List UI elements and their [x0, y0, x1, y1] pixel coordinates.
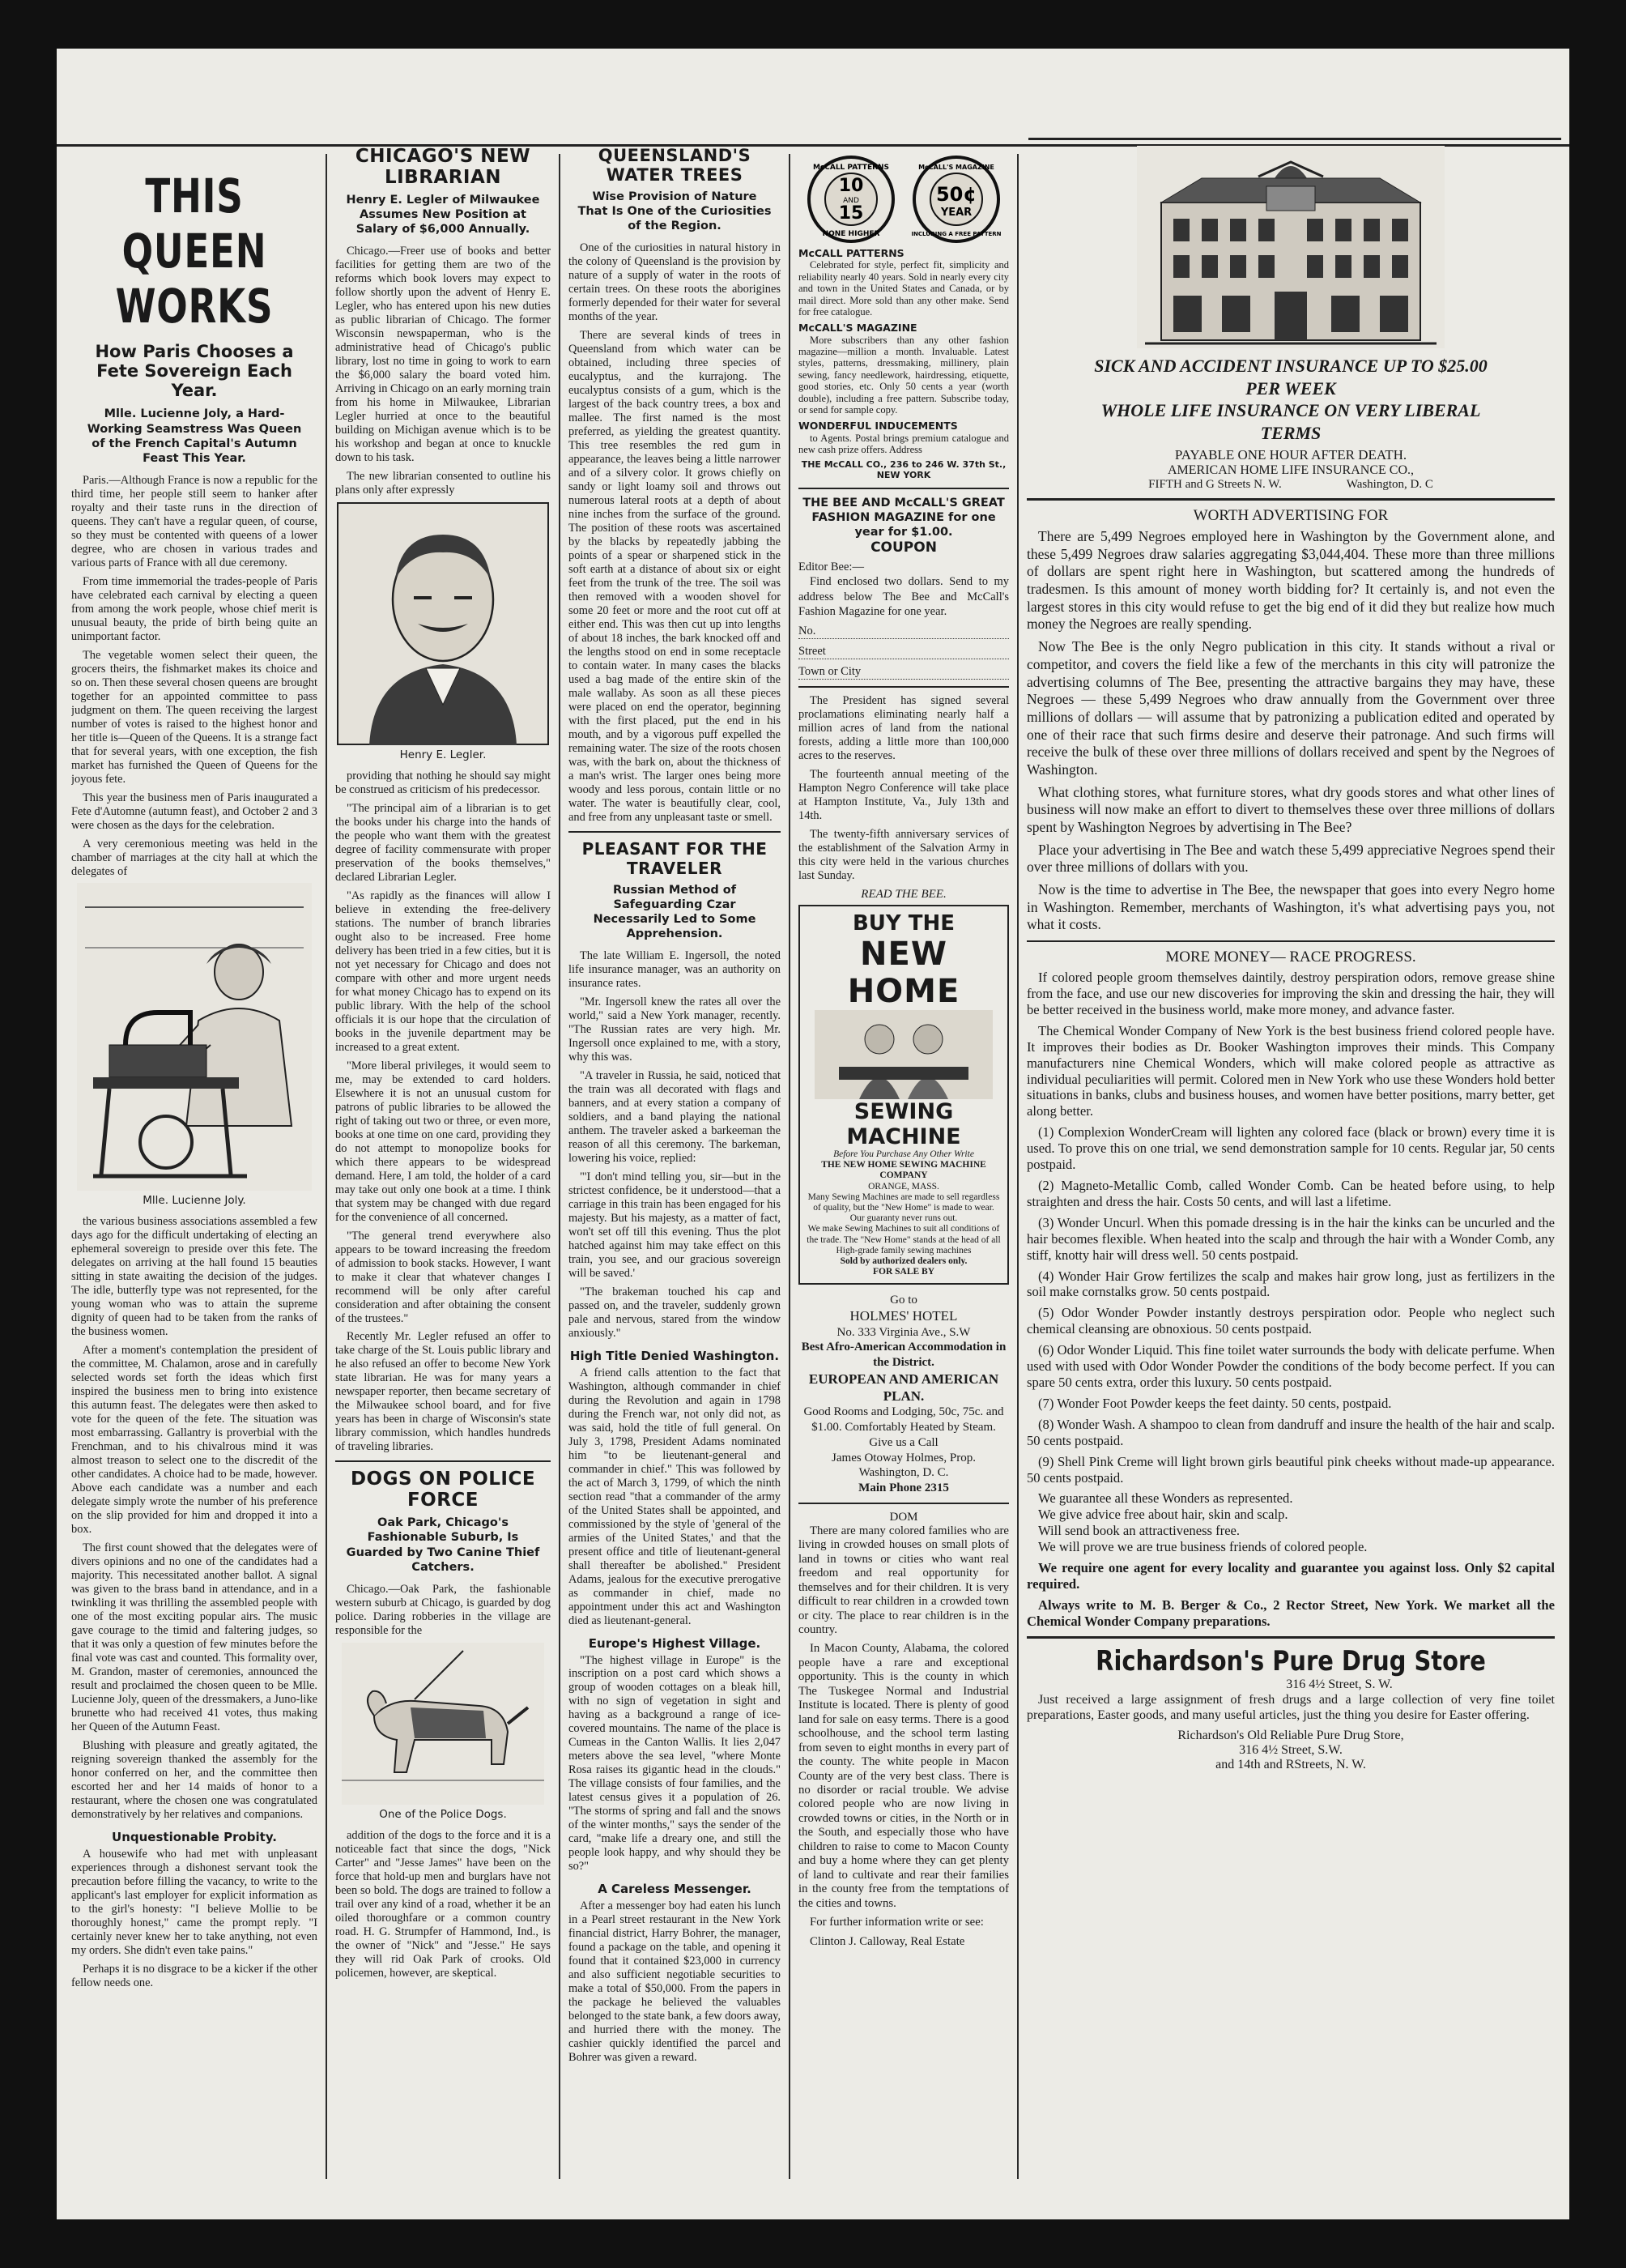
librarian-dek: Henry E. Legler of Milwaukee Assumes New Position at Salary of $6,000 Annually.: [346, 194, 540, 237]
paragraph: (8) Wonder Wash. A shampoo to clean from dandruff and insure the health of the hair and scalp. 50 cents postpaid.: [1027, 1416, 1555, 1448]
drug-store-line: Richardson's Old Reliable Pure Drug Store,: [1177, 1729, 1404, 1743]
insurance-line: WHOLE LIFE INSURANCE ON VERY LIBERAL TERMS: [1100, 400, 1481, 443]
paragraph: "More liberal privileges, it would seem to me, may be extended to card holders. Elsewhere it is not an unusual custom for patrons of public libraries to be allowed the right of taking out two or three, or even more, books at one time on one card, providing they do not attempt to monopolize books for which there appears to be widespread demand. Here, I am told, the holder of a card may take out only one book at a time. I think that system may be changed with due regard for the convenience of all concerned.: [335, 1059, 551, 1224]
mccall-badges: [798, 154, 1009, 245]
paragraph: Find enclosed two dollars. Send to my address below The Bee and McCall's Fashion Magazine for one year.: [798, 575, 1009, 618]
hotel-name: HOLMES' HOTEL: [849, 1308, 958, 1324]
mccall-address: THE McCALL CO., 236 to 246 W. 37th St., NEW YORK: [801, 459, 1007, 481]
mccall-patterns-head: McCALL PATTERNS: [798, 247, 905, 259]
paragraph: Place your advertising in The Bee and watch these 5,499 appreciative Negroes spend their over three millions of dollars with you.: [1027, 841, 1555, 876]
hotel-plan: EUROPEAN AND AMERICAN PLAN.: [808, 1371, 999, 1405]
paragraph: We will prove we are true business friends of colored people.: [1038, 1539, 1368, 1555]
sewing-buy: BUY THE: [852, 910, 956, 936]
messenger-subhead: A Careless Messenger.: [598, 1882, 751, 1897]
police-dog-caption: One of the Police Dogs.: [379, 1807, 507, 1821]
badge2-year: YEAR: [940, 207, 973, 219]
sewing-machine-word: SEWING MACHINE: [846, 1098, 961, 1149]
paragraph: A friend calls attention to the fact that Washington, although commander in chief during the Revolution and again in 1798 during the French war, not only did not, as was said, hold the title of full general. On July 3, 1798, President Adams nominated him "to be lieutenant-general and commander in chief." This was followed by the act of March 3, 1799, of which the ninth section read "that a commander of the army of the United States shall be appointed, and commissioned by the style of 'general of the armies of the United States,' and that the present office and title of lieutenant-general shall thereafter be abolished." President Adams, jealous for the executive prerogative as commander in chief, made no appointment under this act and Washington died as lieutenant-general.: [568, 1366, 781, 1627]
paragraph: Now The Bee is the only Negro publication in this city. It stands without a rival or competitor, and covers the field like a few of the merchants in this city will patronize the advertising columns of The Bee, presenting the attractive bargains they may have, these Negroes — these 5,499 Negroes who draw annually from the Government over three millions of dollars — will assume that by patronizing a publication edited and operated by one of their race that such firms desire and deserve their patronage. And such firms will receive the bulk of these over three millions of dollars received and spent by the Negroes of Washington.: [1027, 638, 1555, 778]
mccall-ad-text: [798, 248, 1009, 481]
paragraph: There are many colored families who are living in crowded houses on small plots of land in towns or cities who want real freedom and real opportunity for themselves and for their children. It is very difficult to rear children in a crowded town or city. The place to rear children is in the country.: [798, 1524, 1009, 1636]
librarian-headline: CHICAGO'S NEW LIBRARIAN: [355, 146, 531, 188]
village-body: [568, 1654, 781, 1874]
drug-store-line: 316 4½ Street, S.W.: [1239, 1743, 1343, 1758]
paragraph: (5) Odor Wonder Powder instantly destroys perspiration odor. People who neglect such chemical cleansing are obnoxious. 50 cents postpaid.: [1027, 1305, 1555, 1337]
paragraph: From time immemorial the trades-people of Paris have celebrated each carnival by electing a queen from among the work people, whose chief merit is unusual beauty, the pride of birth being quite an unimportant factor.: [71, 574, 317, 643]
column-1: [71, 146, 317, 2187]
paragraph: Chicago.—Oak Park, the fashionable western suburb at Chicago, is guarded by dog police. Daring robberies in the village are responsible for the: [335, 1582, 551, 1637]
paragraph: The first count showed that the delegates were of divers opinions and no one of the candidates had a majority. This necessitated another ballot. A signal was given to the brass band in attendance, and in a twinkling it was thrilling the assembled people with one of the most exciting popular airs. The music gave courage to the timid and faltering judges, so that it was only a question of few minutes before the final vote was cast and counted. This formality over, M. Grandon, master of ceremonies, announced the result and proclaimed the chosen queen to be Mlle. Lucienne Joly, queen of the dressmakers, a Juno-like brunette who had received 41 votes, thus making her Queen of the Autumn Feast.: [71, 1541, 317, 1733]
paragraph: Just received a large assignment of fresh drugs and a large collection of very fine toilet preparations, Easter goods, and many useful articles, just the thing you desire for Easter offering.: [1027, 1692, 1555, 1723]
worth-body: [1027, 528, 1555, 934]
queen-subtitle: How Paris Chooses a Fete Sovereign Each Year.: [95, 342, 294, 401]
paragraph: "Mr. Ingersoll knew the rates all over the world," said a New York manager, recently. "The Russian rates are very high. Mr. Ingersoll once explained to me, with a story, why this was.: [568, 995, 781, 1064]
mccall-patterns-badge: [806, 154, 896, 245]
paragraph: If colored people groom themselves daintily, destroy perspiration odors, remove grease shine from the face, and use our new discoveries for improving the skin and dressing the hair, they will be better received in the business world, make more money, and advance faster.: [1027, 970, 1555, 1017]
dogs-headline: DOGS ON POLICE FORCE: [350, 1469, 536, 1511]
field-label: No.: [798, 624, 816, 637]
column-3: [568, 146, 781, 2187]
insurance-ad: [1027, 355, 1555, 492]
paragraph: Recently Mr. Legler refused an offer to take charge of the St. Louis public library and he also refused an offer to become New York state librarian. He was for many years a newspaper reporter, then became secretary of the Milwaukee school board, and for five years has been in charge of Wisconsin's state library commission, which handles hundreds of traveling libraries.: [335, 1330, 551, 1454]
coupon-word: COUPON: [870, 539, 937, 556]
badge1-num1: 10: [838, 176, 864, 196]
hotel-line: Washington, D. C.: [858, 1466, 949, 1480]
sewing-line: FOR SALE BY: [872, 1267, 935, 1277]
paragraph: (2) Magneto-Metallic Comb, called Wonder Comb. Can be heated before using, to help straighten and dress the hair. Costs 50 cents, and will last a lifetime.: [1027, 1178, 1555, 1209]
newspaper-page: [57, 49, 1569, 2219]
paragraph: This year the business men of Paris inaugurated a Fete d'Automne (autumn feast), and October 2 and 3 were chosen as the days for the celebration.: [71, 791, 317, 832]
paragraph: A very ceremonious meeting was held in the chamber of marriages at the city hall at which the delegates of: [71, 837, 317, 878]
hotel-line: Best Afro-American Accommodation in the District.: [801, 1341, 1007, 1370]
section-rule: [1027, 940, 1555, 942]
badge2-top: McCALL'S MAGAZINE: [918, 164, 994, 171]
hotel-line: Good Rooms and Lodging, 50c, 75c. and $1.00. Comfortably Heated by Steam. Give us a Call: [803, 1405, 1004, 1449]
paragraph: The late William E. Ingersoll, the noted life insurance manager, was an authority on insurance rates.: [568, 949, 781, 991]
paragraph: "'I don't mind telling you, sir—but in the strictest confidence, be it understood—that a carriage in this train has been engaged for his majesty. But his majesty, as a matter of fact, won't set off till this evening. Thus the plot hatched against him may take effect on this train, you see, and our gracious sovereign will be saved.': [568, 1170, 781, 1280]
paragraph: "A traveler in Russia, he said, noticed that the train was all decorated with flags and banners, and at every station a company of soldiers, and a band playing the national anthem. The traveler asked a barkeeman the reason of all this ceremony. The barkeman, lowering his voice, replied:: [568, 1069, 781, 1165]
paragraph: (7) Wonder Foot Powder keeps the feet dainty. 50 cents, postpaid.: [1038, 1395, 1392, 1411]
sewing-children-illustration: [815, 1010, 993, 1099]
coupon-field-no[interactable]: [798, 624, 1009, 639]
badge2-price: 50¢: [935, 183, 977, 206]
paragraph: Blushing with pleasure and greatly agitated, the reigning sovereign thanked the assembly for the honor conferred on her, and the committee then escorted her and her 14 maids of honor to a restaurant, where the chosen one was congratulated demonstratively by her relatives and companions.: [71, 1738, 317, 1821]
paragraph: The Chemical Wonder Company of New York is the best business friend colored people have. It improves their bodies as Dr. Booker Washington improves their minds. This Company manufacturers nine Chemical Wonders, which will make colored people as attractive as individual peculiarities will permit. Colored men in New York who use these Wonders hold better situations in banks, clubs and business houses, and women have better positions, marry better, get along better.: [1027, 1022, 1555, 1119]
librarian-body-mid: [335, 770, 551, 1454]
traveler-dek: Russian Method of Safeguarding Czar Necessarily Led to Some Apprehension.: [593, 883, 756, 941]
sewing-line: Sold by authorized dealers only.: [840, 1256, 968, 1267]
dogs-dek: Oak Park, Chicago's Fashionable Suburb, Is Guarded by Two Canine Thief Catchers.: [346, 1516, 540, 1574]
paragraph: Perhaps it is no disgrace to be a kicker if the other fellow needs one.: [71, 1962, 317, 1989]
column-4: [798, 146, 1009, 2187]
paragraph: The President has signed several proclamations eliminating nearly half a million acres of land from the national forests, adding a little more than 100,000 acres to the reserves.: [798, 694, 1009, 763]
news-briefs: [798, 694, 1009, 883]
sewing-line: ORANGE, MASS.: [868, 1181, 939, 1192]
water-trees-headline: QUEENSLAND'S WATER TREES: [598, 146, 751, 185]
dogs-body: [335, 1583, 551, 1638]
paragraph: the various business associations assembled a few days ago for the difficult undertaking of electing an ephemeral sovereign to preside over this fete. The delegates on arriving at the hall found 15 beauties sitting in state awaiting the decision of the judges. The idle, butterfly type was not represented, for the young woman who was to attain the supreme dignity of queen had to be taken from the ranks of the business women.: [71, 1215, 317, 1339]
paragraph: The fourteenth annual meeting of the Hampton Negro Conference will take place at Hampton Institute, Va., July 13th and 14th.: [798, 768, 1009, 823]
section-rule: [798, 1503, 1009, 1504]
paragraph: There are 5,499 Negroes employed here in Washington by the Government alone, and these 5,499 Negroes draw salaries aggregating $3,044,404. These more than three millions of dollars are spent right here in Washington, but scattered among the hundreds of tradesmen. Is this amount of money worth bidding for? It certainly is, and not even the largest stores in this city would refuse to get the big end of it did they but realize how much money the Negroes are really spending.: [1027, 528, 1555, 633]
paragraph: "The highest village in Europe" is the inscription on a post card which shows a group of wooden cottages on a bleak hill, with no sign of vegetation in sight and having as a background a range of ice-covered mountains. The name of the place is Cumeas in the Canton Wallis. It lies 2,047 meters above the sea level, "where Monte Rosa raises its gigantic head in the clouds." The village consists of four families, and the latest census gives it a population of 26. "The storms of spring and fall and the snows of the winter months," says the sender of the card, "make life a dreary one, and still the people look happy, and why should they be so?": [568, 1653, 781, 1874]
section-rule: [335, 1460, 551, 1462]
paragraph: (6) Odor Wonder Liquid. This fine toilet water surrounds the body with delicate perfume. When used with used with Odor Wonder Powder the conditions of the body become perfect. If you can spare 50 cents extra, order this luxury. 50 cents postpaid.: [1027, 1342, 1555, 1390]
paragraph: "The brakeman touched his cap and passed on, and the traveler, suddenly grown pale and nervous, stared from the window anxiously.": [568, 1285, 781, 1340]
section-rule: [798, 686, 1009, 688]
col-rule-3: [789, 154, 790, 2179]
paragraph: More subscribers than any other fashion magazine—million a month. Invaluable. Latest styles, patterns, dressmaking, millinery, plain sewing, fancy needlework, hairdressing, etiquette, good stories, etc. Only 50 cents a year (worth double), including a free pattern. Subscribe today, or send for sample copy.: [798, 334, 1009, 416]
traveler-headline: PLEASANT FOR THE TRAVELER: [581, 838, 768, 878]
sewing-machine-ad: [798, 905, 1009, 1285]
field-label: Street: [798, 644, 826, 658]
paragraph: addition of the dogs to the force and it is a noticeable fact that since the dogs, "Nick Carter" and "Jesse James" have been on the force that hold-up men and burglars have not been so bold. The dogs are trained to follow a trail over any kind of a road, whether it be an oiled thoroughfare or a common country road. H. G. Strumpfer of Hammond, Ind., is the owner of "Nick" and "Jesse." He says they will rid Oak Park of crooks. Old policemen, however, are skeptical.: [335, 1828, 551, 1980]
paragraph: In Macon County, Alabama, the colored people have a rare and exceptional opportunity. This is the county in which The Tuskegee Normal and Industrial Institute is located. There is plenty of good land for sale on easy terms. There is a good schoolhouse, and the school term lasting from seven to eight months in every part of the county. The white people in Macon County are of the very best class. There is no disorder or racial trouble. We advise colored people who are now living in crowded towns or cities, in the North or in the South, and especially those who have children to raise to come to Macon County and buy a home where they can get plenty of land to cultivate and rear their families in the county free from the temptations of the cities and towns.: [798, 1642, 1009, 1910]
paragraph: to Agents. Postal brings premium catalogue and new cash prize offers. Address: [798, 432, 1009, 455]
more-money-title: MORE MONEY— RACE PROGRESS.: [1165, 949, 1416, 966]
seamstress-caption: Mlle. Lucienne Joly.: [143, 1194, 246, 1208]
field-label: Town or City: [798, 665, 862, 679]
paragraph: After a moment's contemplation the president of the committee, M. Chalamon, arose and in carefully selected words set forth the ideas which first inspired the business men to bring into existence this autumn feast. The delegates were then asked to vote for the queen of the fete. The situation was most embarrassing. Gallantry is proverbial with the Frenchman, and to his chivalrous mind it was almost treason to select one to the discredit of the other candidates. A choice had to be made, however. Above each candidate was a number and each delegate simply wrote the number of his preference on the slip provided for him and dropped it into a box.: [71, 1344, 317, 1537]
badge2-bottom: INCLUDING A FREE PATTERN: [911, 231, 1002, 237]
legler-portrait: [337, 502, 549, 745]
paragraph: The vegetable women select their queen, the grocers theirs, the fishmarket makes its choice and so on. Then these several chosen queens are brought together for an appointed committee to pass judgment on them. The queen receiving the largest number of votes is raised to the highest honor and her title is—Queen of the Queens. It is a strange fact that for several years, with one exception, the fish market has furnished the Queen of Queens for the joyous fete.: [71, 648, 317, 786]
drug-store-title: Richardson's Pure Drug Store: [1096, 1644, 1486, 1678]
sewing-line: Many Sewing Machines are made to sell regardless of quality, but the "New Home" is made to wear. Our guaranty never runs out.: [807, 1192, 1000, 1224]
section-rule: [1027, 498, 1555, 501]
paragraph: providing that nothing he should say might be construed as criticism of his predecessor.: [335, 770, 551, 797]
sewing-line: THE NEW HOME SEWING MACHINE COMPANY: [821, 1160, 986, 1181]
hotel-line: Main Phone 2315: [858, 1481, 949, 1495]
probity-subhead: Unquestionable Probity.: [112, 1829, 277, 1844]
badge1-and: AND: [843, 197, 859, 205]
paragraph: (1) Complexion WonderCream will lighten any colored face (black or brown) every time it is used. To prove this on one trial, we send demonstration sample for 10 cents. Regular jar, 50 cents postpaid.: [1027, 1124, 1555, 1173]
paragraph: (9) Shell Pink Creme will light brown girls beautiful pink cheeks without made-up appearance. 50 cents postpaid.: [1027, 1453, 1555, 1486]
sewing-line: We make Sewing Machines to suit all conditions of the trade. The "New Home" stands at the head of all High-grade family sewing machines: [807, 1224, 1001, 1256]
paragraph: "As rapidly as the finances will allow I believe in extending the free-delivery stations. The number of branch libraries ought also to be increased. Free home delivery has been tried in a few cities, but it is not yet necessary for Chicago and does not compare with other and more urgent needs for what money Chicago has to expend on its public library. With the help of the school officials it is our hope that the circulation of books in the juvenile department may be increased to a great extent.: [335, 889, 551, 1054]
drug-store-address: 316 4½ Street, S. W.: [1286, 1677, 1393, 1691]
paragraph: A housewife who had met with unpleasant experiences through a dishonest servant took the precaution before filling the vacancy, to write to the applicant's last employer for explicit information as to the girl's honesty: "I believe Mollie to be thoroughly honest," came the prompt reply. "I certainly never knew her to take anything, not even my orders. She didn't even take pains.": [71, 1847, 317, 1957]
paragraph: One of the curiosities in natural history in the colony of Queensland is the provision by nature of a supply of water in the roots of certain trees. On these roots the aborigines formerly depended for their water for several months of the year.: [568, 241, 781, 324]
seamstress-illustration: [77, 883, 312, 1191]
mccall-magazine-head: McCALL'S MAGAZINE: [798, 322, 917, 335]
paragraph: Clinton J. Calloway, Real Estate: [810, 1934, 965, 1948]
paragraph: Will send book an attractiveness free.: [1038, 1523, 1241, 1539]
col-rule-1: [326, 154, 327, 2179]
librarian-body-top: [335, 245, 551, 497]
coupon-field-town[interactable]: [798, 664, 1009, 680]
paragraph: After a messenger boy had eaten his lunch in a Pearl street restaurant in the New York financial district, Harry Bohrer, the manager, found a package on the table, and opening it found that it contained $23,000 in currency and also sufficient negotiable securities to make a total of $50,000. From the papers in the package he believed the valuables belonged to the state bank, a few doors away, and hurried there with the money. The cashier quickly identified the parcel and Bohrer was given a reward.: [568, 1899, 781, 2065]
washington-body: [568, 1366, 781, 1628]
coupon: [798, 496, 1009, 680]
paragraph: For further information write or see:: [810, 1916, 984, 1929]
worth-title: WORTH ADVERTISING FOR: [1193, 507, 1389, 524]
section-rule: [1027, 1636, 1555, 1639]
hotel-ad: [798, 1293, 1009, 1496]
coupon-title: THE BEE AND McCALL'S GREAT FASHION MAGAZINE for one year for $1.00.: [802, 496, 1005, 539]
queen-body-bottom: [71, 1215, 317, 1821]
insurance-line: SICK AND ACCIDENT INSURANCE UP TO $25.00 PER WEEK: [1094, 356, 1488, 399]
insurance-address-row: [1027, 478, 1555, 492]
paragraph: There are several kinds of trees in Queensland from which water can be obtained, including three species of eucalyptus, and the kurrajong. The eucalyptus consists of a gum, which is the largest of the back country trees, a box and mallee. The first named is the most preferred, as yielding the greatest quantity. This tree resembles the red gum in appearance, the leaves being a little narrower and of a silvery color. It grows chiefly on sandy or light loamy soil and throws out numerous lateral roots at a depth of about nine inches from the surface of the ground. The position of these roots was ascertained by the blacks by repeatedly jabbing the points of a spear or sharpened stick in the soft earth at a distance of about six or eight feet from the trunk of the tree. The soil was then removed with a wooden shovel for some 20 feet or more and the root cut off at either end. This was then cut up into lengths of about 18 inches, the bark knocked off and the lengths stood on end in some receptacle to contain water. In many cases the blacks used a bag made of the entire skin of the male wallaby. As soon as all these pieces were placed on end the operator, beginning with the first placed, put the end in his mouth, and by a vigorous puff expelled the remaining water. The size of the roots chosen was, with the bark on, about the thickness of a man's wrist. The larger ones being more woody and less porous, contain little or no water. The water is beautifully clear, cool, and free from any unpleasant taste or smell.: [568, 329, 781, 824]
column-5: [1027, 138, 1555, 2187]
traveler-body: [568, 949, 781, 1341]
hotel-line: No. 333 Virginia Ave., S.W: [836, 1325, 971, 1339]
dom-body: [798, 1524, 1009, 1949]
paragraph: Now is the time to advertise in The Bee, the newspaper that goes into every Negro home in Washington. Remember, merchants of Washington, it's what advertising pays you, not what it costs.: [1027, 881, 1555, 933]
dogs-body-2: [335, 1829, 551, 1980]
queen-headline: THIS QUEEN WORKS: [115, 168, 274, 334]
inducements-head: WONDERFUL INDUCEMENTS: [798, 420, 958, 433]
paragraph: We guarantee all these Wonders as represented.: [1038, 1490, 1293, 1507]
more-money-body: [1027, 970, 1555, 1630]
water-trees-body: [568, 241, 781, 824]
paragraph: We require one agent for every locality and guarantee you against loss. Only $2 capital required.: [1027, 1560, 1555, 1592]
legler-caption: Henry E. Legler.: [399, 748, 487, 762]
sewing-brand: NEW HOME: [847, 935, 960, 1010]
queen-body-top: [71, 474, 317, 879]
col-rule-2: [559, 154, 560, 2179]
sewing-lines: [805, 1149, 1002, 1278]
paragraph: "The general trend everywhere also appears to be toward increasing the freedom of admission to book stacks. However, I want to make it clear that whatever changes I recommend will be only after careful consideration and after obtaining the consent of the trustees.": [335, 1229, 551, 1325]
paragraph: Always write to M. B. Berger & Co., 2 Rector Street, New York. We market all the Chemical Wonder Company preparations.: [1027, 1597, 1555, 1629]
paragraph: "The principal aim of a librarian is to get the books under his charge into the hands of the people who want them with the greatest degree of facility commensurate with proper preservation of the books themselves," declared Librarian Legler.: [335, 802, 551, 884]
queen-dek: Mlle. Lucienne Joly, a Hard-Working Seamstress Was Queen of the French Capital's Autumn Feast This Year.: [87, 407, 302, 465]
insurance-address: FIFTH and G Streets N. W.: [1148, 478, 1282, 491]
sewing-line: Before You Purchase Any Other Write: [833, 1149, 974, 1159]
paragraph: The twenty-fifth anniversary services of the establishment of the Salvation Army in this city were held in the various churches last Sunday.: [798, 828, 1009, 882]
police-dog-illustration: [342, 1643, 544, 1805]
badge1-bottom: NONE HIGHER: [822, 230, 880, 238]
drug-store-line: and 14th and RStreets, N. W.: [1215, 1758, 1366, 1772]
paragraph: Chicago.—Freer use of books and better facilities for getting them are two of the reforms which book lovers may expect to follow shortly upon the advent of Henry E. Legler, who has entered upon his new duties as public librarian of Chicago. The former Wisconsin newspaperman, who is the administrative head of Chicago's public library, lost no time in going to work to earn the $6,000 salary the board voted him. Arriving in Chicago on an early morning train from his home in Milwaukee, Librarian Legler hurried at once to the beautiful building on Michigan avenue which is to be his workshop and began at once to knuckle down to his task.: [335, 245, 551, 465]
coupon-salutation: Editor Bee:—: [798, 561, 864, 574]
washington-subhead: High Title Denied Washington.: [569, 1348, 780, 1363]
insurance-company: AMERICAN HOME LIFE INSURANCE CO.,: [1167, 463, 1414, 477]
paragraph: (3) Wonder Uncurl. When this pomade dressing is in the hair the kinks can be uncurled and the hair becomes flexible. When heated into the scalp and through the hair with a Wonder Comb, any stiff, knotty hair will dress well. 50 cents postpaid.: [1027, 1214, 1555, 1263]
section-rule: [798, 488, 1009, 489]
paragraph: Celebrated for style, perfect fit, simplicity and reliability nearly 40 years. Sold in nearly every city and town in the United States and Canada, or by mail direct. More sold than any other make. Send for free catalogue.: [798, 259, 1009, 318]
paragraph: We give advice free about hair, skin and scalp.: [1038, 1507, 1288, 1523]
village-subhead: Europe's Highest Village.: [588, 1635, 761, 1651]
coupon-field-street[interactable]: [798, 644, 1009, 659]
water-trees-dek: Wise Provision of Nature That Is One of the Curiosities of the Region.: [577, 190, 772, 233]
drug-store-ad: [1027, 1645, 1555, 1773]
column-2: [335, 146, 551, 2187]
mccall-magazine-badge: [911, 154, 1002, 245]
insurance-pay: PAYABLE ONE HOUR AFTER DEATH.: [1174, 447, 1407, 463]
paragraph: (4) Wonder Hair Grow fertilizes the scalp and makes hair grow long, just as fertilizers in the soil make cornstalks grow. 50 cents postpaid.: [1027, 1268, 1555, 1300]
messenger-body: [568, 1899, 781, 2065]
paragraph: What clothing stores, what furniture stores, what dry goods stores and what other lines of business will now make an effort to divert to themselves these over three millions of dollars spent by Washington Negroes by advertising in The Bee?: [1027, 783, 1555, 835]
section-rule: [568, 831, 781, 833]
badge1-num2: 15: [838, 203, 864, 224]
paragraph: The new librarian consented to outline his plans only after expressly: [335, 470, 551, 497]
insurance-city: Washington, D. C: [1346, 478, 1433, 491]
hotel-line: Go to: [890, 1293, 917, 1307]
probity-body: [71, 1848, 317, 1990]
read-the-bee: READ THE BEE.: [861, 887, 947, 901]
col-rule-4: [1017, 154, 1019, 2179]
badge1-top: McCALL PATTERNS: [812, 164, 890, 172]
dom-title: DOM: [889, 1510, 918, 1524]
paragraph: Paris.—Although France is now a republic for the third time, her people still seem to hanker after royalty and their taste runs in the direction of queens. They can't have a regular queen, of course, so they must be contented with queens of a lower degree, who are chosen in various trades and various parts of France with all due ceremony.: [71, 473, 317, 569]
insurance-building-illustration: [1137, 146, 1445, 348]
hotel-line: James Otoway Holmes, Prop.: [832, 1451, 976, 1464]
